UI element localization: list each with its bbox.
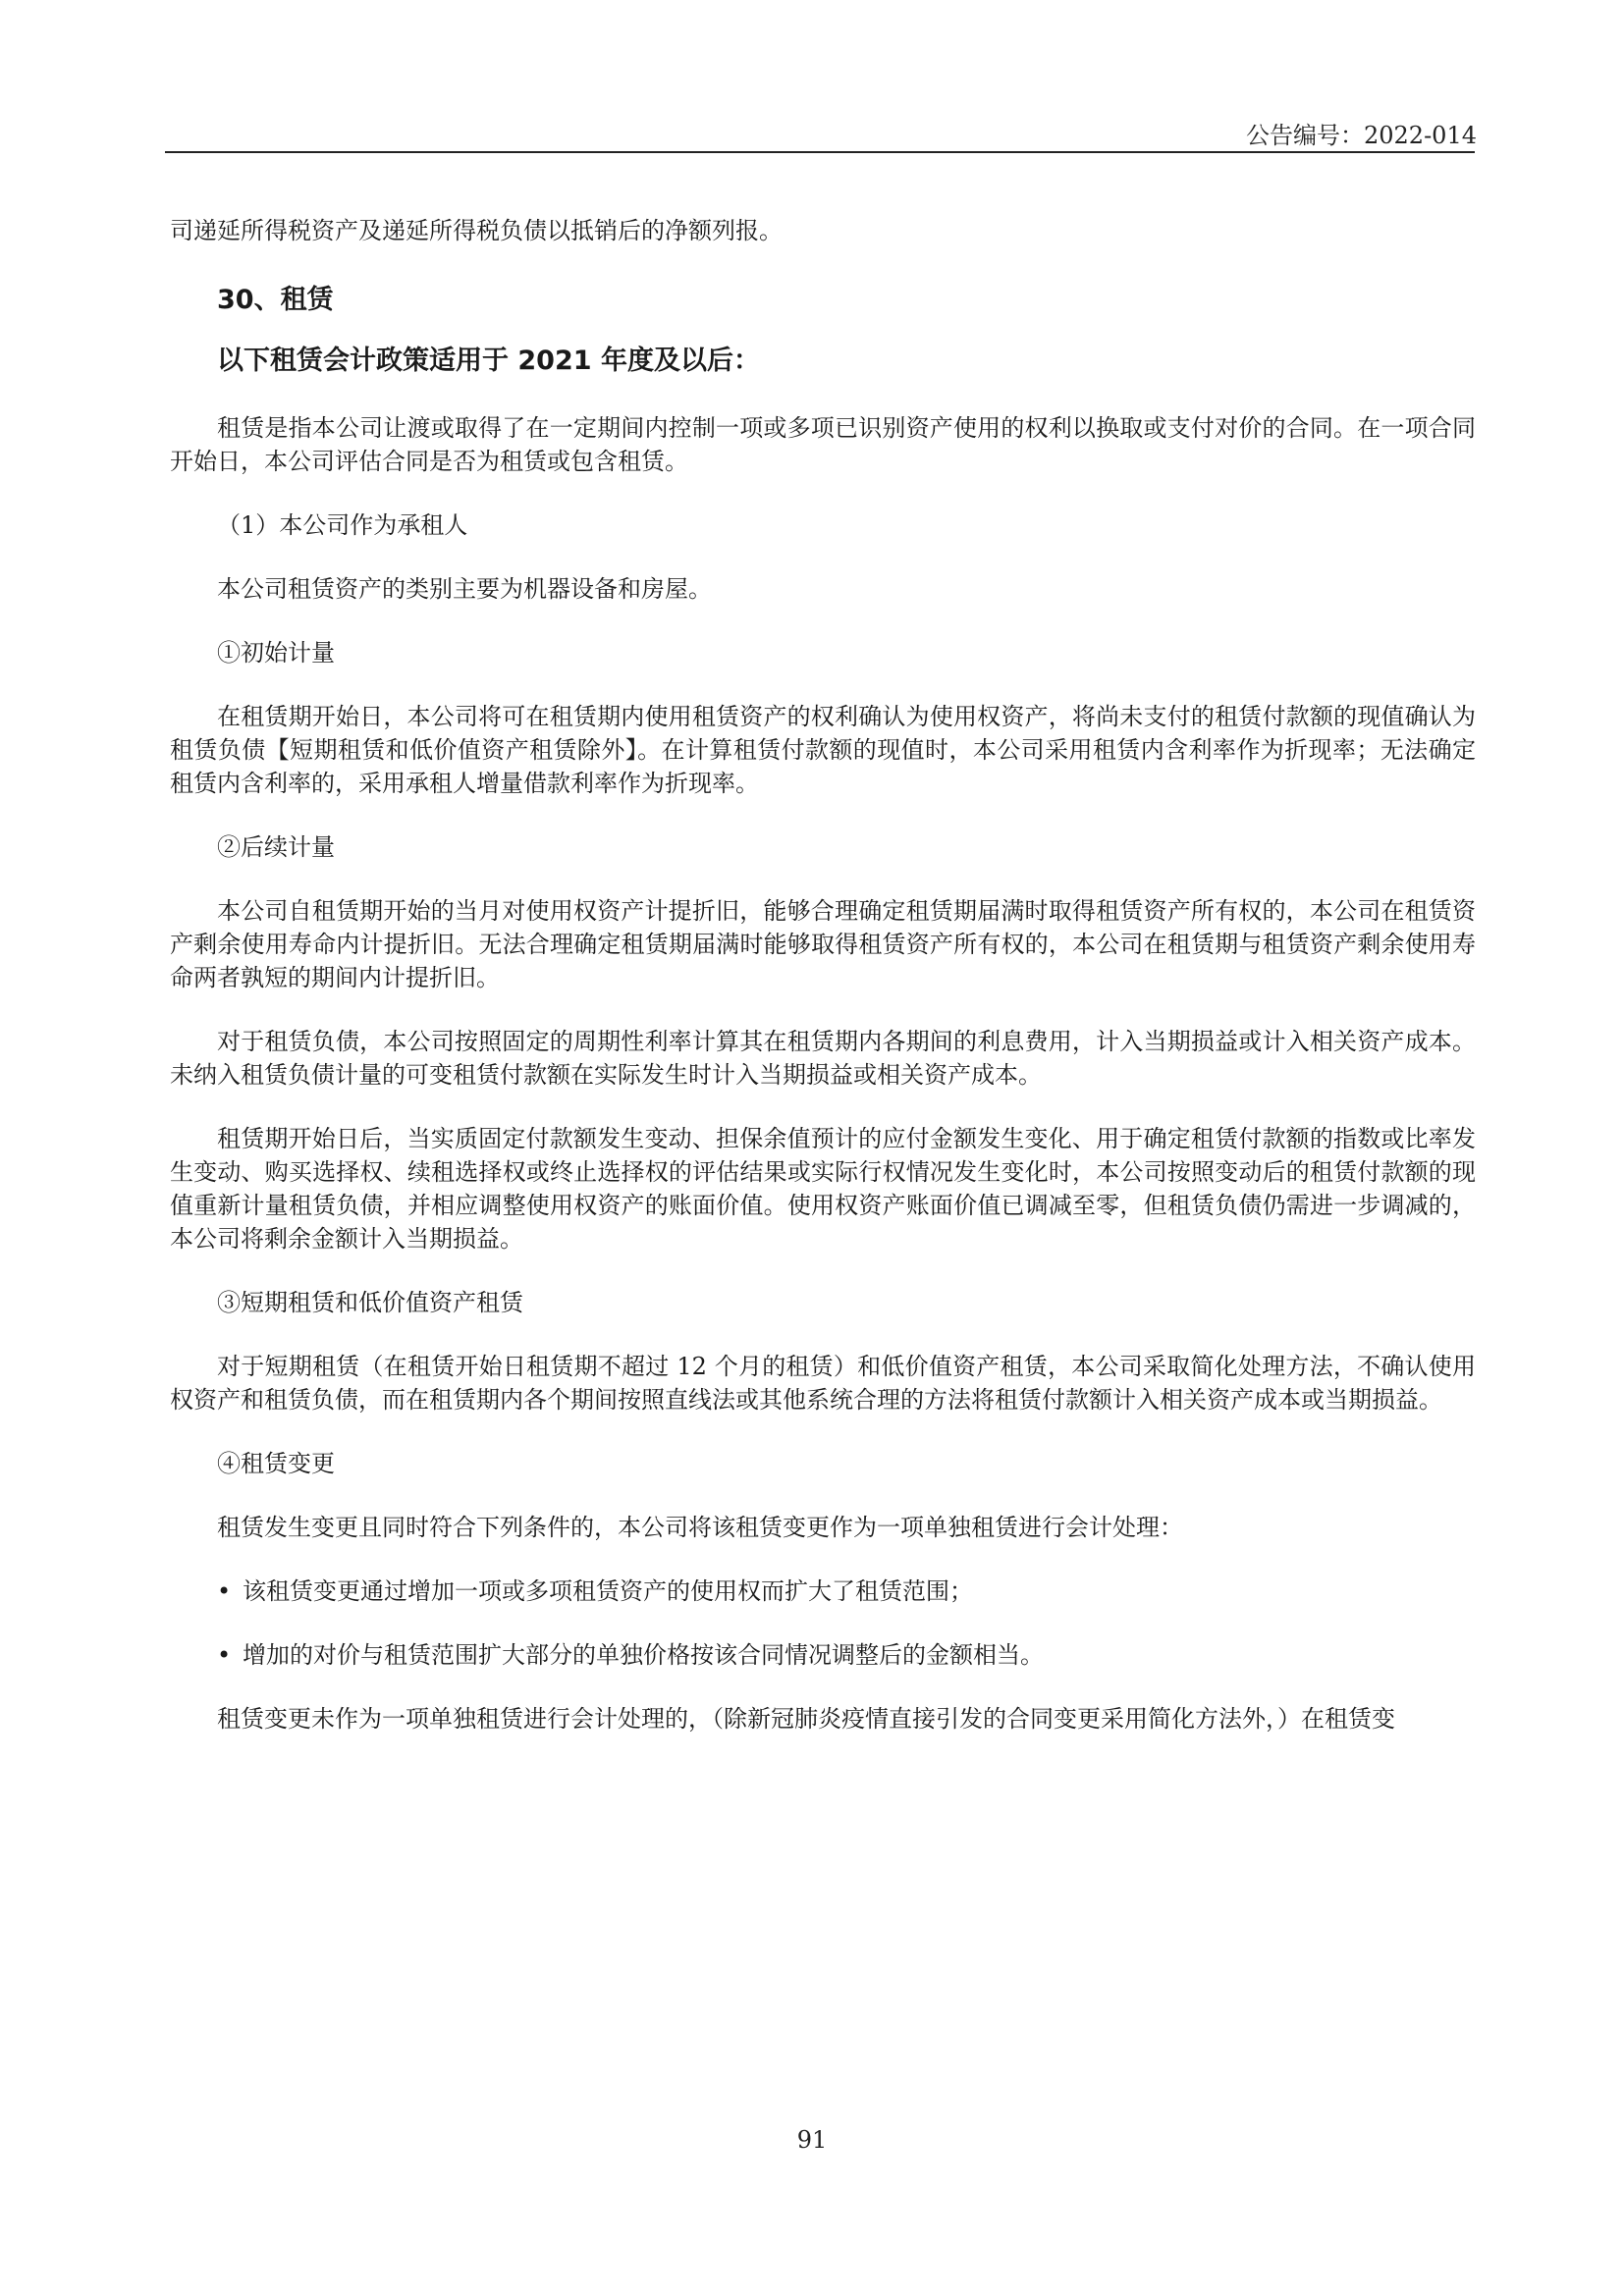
list-item-text: 该租赁变更通过增加一项或多项租赁资产的使用权而扩大了租赁范围；	[243, 1577, 973, 1605]
header-divider	[165, 151, 1475, 153]
paragraph-lease-definition: 租赁是指本公司让渡或取得了在一定期间内控制一项或多项已识别资产使用的权利以换取或支付对价的合同。在一项合同开始日，本公司评估合同是否为租赁或包含租赁。	[170, 414, 1476, 475]
paragraph-modification-conditions: 租赁发生变更且同时符合下列条件的，本公司将该租赁变更作为一项单独租赁进行会计处理：	[217, 1514, 1183, 1541]
list-item	[170, 1638, 1476, 1672]
policy-heading: 以下租赁会计政策适用于 2021 年度及以后：	[217, 346, 760, 376]
bullet-marker: •	[217, 1641, 232, 1669]
paragraph-short-term-lease: 对于短期租赁（在租赁开始日租赁期不超过 12 个月的租赁）和低价值资产租赁，本公司采取简化处理方法，不确认使用权资产和租赁负债，而在租赁期内各个期间按照直线法或其他系统合理的方法将租赁付款额计入相关资产成本或当期损益。	[170, 1353, 1476, 1414]
subheading-subsequent-measurement: ②后续计量	[217, 833, 335, 861]
subheading-lessee: （1）本公司作为承租人	[217, 511, 468, 539]
list-item	[170, 1575, 1476, 1608]
paragraph-continuation: 司递延所得税资产及递延所得税负债以抵销后的净额列报。	[170, 217, 783, 244]
document-body	[170, 214, 1476, 1735]
section-heading-lease: 30、租赁	[217, 285, 334, 315]
subheading-initial-measurement: ①初始计量	[217, 639, 335, 667]
paragraph-initial-measurement: 在租赁期开始日，本公司将可在租赁期内使用租赁资产的权利确认为使用权资产，将尚未支付的租赁付款额的现值确认为租赁负债【短期租赁和低价值资产租赁除外】。在计算租赁付款额的现值时，本公司采用租赁内含利率作为折现率；无法确定租赁内含利率的，采用承租人增量借款利率作为折现率。	[170, 703, 1476, 797]
paragraph-depreciation: 本公司自租赁期开始的当月对使用权资产计提折旧，能够合理确定租赁期届满时取得租赁资产所有权的，本公司在租赁资产剩余使用寿命内计提折旧。无法合理确定租赁期届满时能够取得租赁资产所有权的，本公司在租赁期与租赁资产剩余使用寿命两者孰短的期间内计提折旧。	[170, 897, 1476, 991]
page-number: 91	[796, 2126, 828, 2154]
announcement-code: 公告编号：2022-014	[1246, 122, 1477, 149]
paragraph-lease-liability: 对于租赁负债，本公司按照固定的周期性利率计算其在租赁期内各期间的利息费用，计入当期损益或计入相关资产成本。未纳入租赁负债计量的可变租赁付款额在实际发生时计入当期损益或相关资产成本。	[170, 1028, 1476, 1089]
paragraph-asset-categories: 本公司租赁资产的类别主要为机器设备和房屋。	[217, 575, 712, 603]
bullet-marker: •	[217, 1577, 232, 1605]
subheading-lease-modification: ④租赁变更	[217, 1450, 335, 1477]
list-item-text: 增加的对价与租赁范围扩大部分的单独价格按该合同情况调整后的金额相当。	[243, 1641, 1044, 1669]
paragraph-modification-accounting: 租赁变更未作为一项单独租赁进行会计处理的，（除新冠肺炎疫情直接引发的合同变更采用简化方法外，）在租赁变	[217, 1705, 1395, 1733]
paragraph-remeasurement: 租赁期开始日后，当实质固定付款额发生变动、担保余值预计的应付金额发生变化、用于确定租赁付款额的指数或比率发生变动、购买选择权、续租选择权或终止选择权的评估结果或实际行权情况发生变化时，本公司按照变动后的租赁付款额的现值重新计量租赁负债，并相应调整使用权资产的账面价值。使用权资产账面价值已调减至零，但租赁负债仍需进一步调减的，本公司将剩余金额计入当期损益。	[170, 1125, 1476, 1253]
subheading-short-term-lease: ③短期租赁和低价值资产租赁	[217, 1289, 523, 1316]
